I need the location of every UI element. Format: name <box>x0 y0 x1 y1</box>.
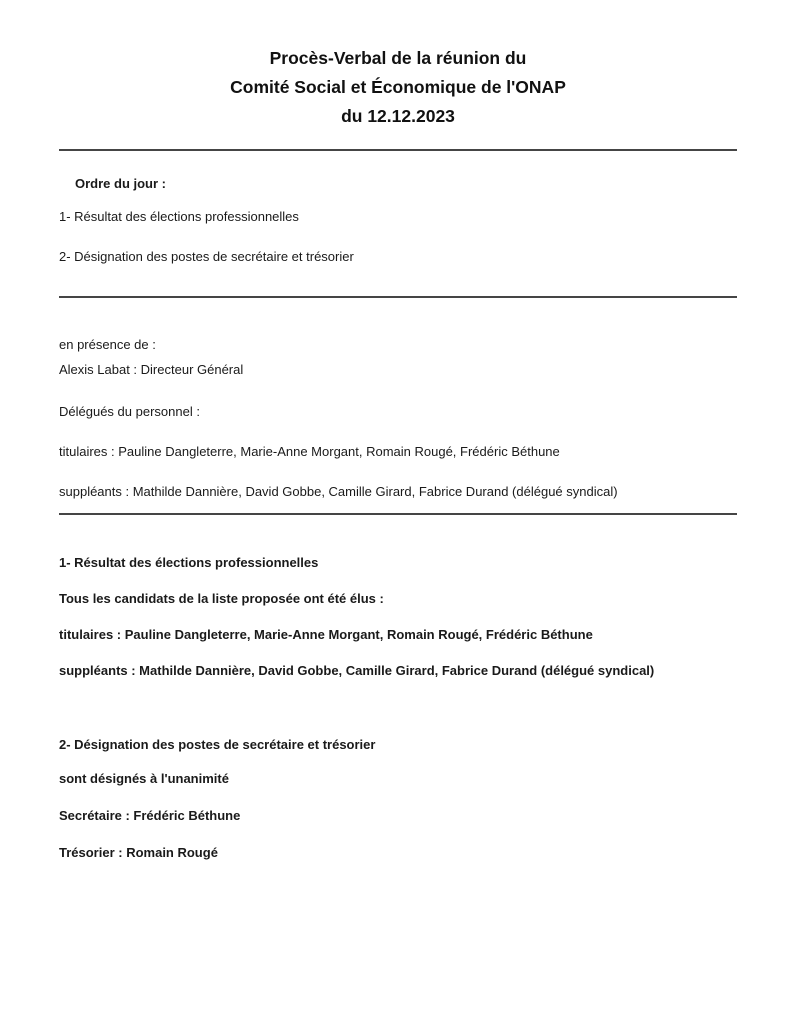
agenda-item: 1- Résultat des élections professionnelles <box>59 209 299 224</box>
section2-unanimity-line: sont désignés à l'unanimité <box>59 771 229 786</box>
attendance-delegates-heading: Délégués du personnel : <box>59 404 200 419</box>
section1-heading: 1- Résultat des élections professionnelles <box>59 555 319 570</box>
document-title <box>59 44 737 131</box>
section-appointments <box>59 737 737 861</box>
attendance-intro: en présence de : <box>59 337 156 352</box>
attendance-section <box>59 337 737 500</box>
agenda-item: 2- Désignation des postes de secrétaire et trésorier <box>59 249 354 264</box>
divider-top <box>59 149 737 151</box>
title-line-2: Comité Social et Économique de l'ONAP <box>230 77 566 97</box>
section-election-results <box>59 555 737 679</box>
title-line-1: Procès-Verbal de la réunion du <box>269 48 527 68</box>
section1-suppleants: suppléants : Mathilde Dannière, David Gobbe, Camille Girard, Fabrice Durand (délégué syndical) <box>59 663 655 678</box>
section1-titulaires: titulaires : Pauline Dangleterre, Marie-Anne Morgant, Romain Rougé, Frédéric Béthune <box>59 627 593 642</box>
title-line-3: du 12.12.2023 <box>341 106 455 126</box>
section2-secretaire: Secrétaire : Frédéric Béthune <box>59 808 241 823</box>
section2-heading: 2- Désignation des postes de secrétaire et trésorier <box>59 737 376 752</box>
section1-result-line: Tous les candidats de la liste proposée ont été élus : <box>59 591 384 606</box>
divider-attendance <box>59 513 737 515</box>
divider-agenda <box>59 296 737 298</box>
attendance-director: Alexis Labat : Directeur Général <box>59 362 244 377</box>
attendance-titulaires: titulaires : Pauline Dangleterre, Marie-Anne Morgant, Romain Rougé, Frédéric Béthune <box>59 444 560 459</box>
agenda-heading: Ordre du jour : <box>75 176 166 191</box>
attendance-suppleants: suppléants : Mathilde Dannière, David Gobbe, Camille Girard, Fabrice Durand (délégué syndical) <box>59 484 618 499</box>
agenda-section <box>59 176 737 265</box>
section2-tresorier: Trésorier : Romain Rougé <box>59 845 218 860</box>
